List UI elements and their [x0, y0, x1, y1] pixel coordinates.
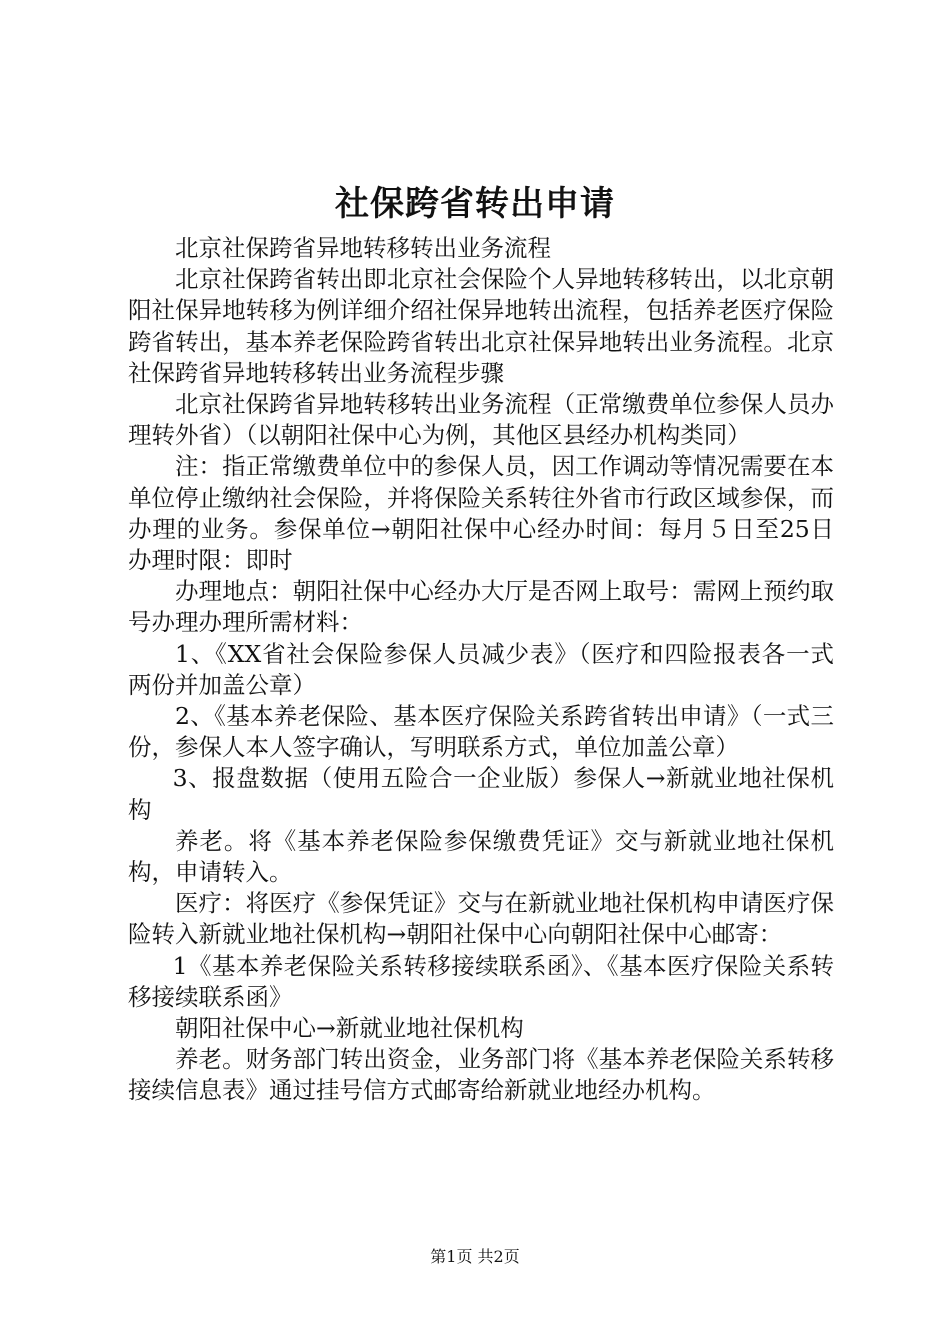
paragraph: 1《基本养老保险关系转移接续联系函》、《基本医疗保险关系转移接续联系函》	[128, 951, 834, 1011]
paragraph: 3、报盘数据（使用五险合一企业版）参保人→新就业地社保机构	[128, 764, 834, 824]
document-body	[128, 233, 834, 1107]
paragraph: 养老。将《基本养老保险参保缴费凭证》交与新就业地社保机构，申请转入。	[128, 826, 834, 887]
page-title: 社保跨省转出申请	[335, 184, 615, 224]
paragraph: 北京社保跨省异地转移转出业务流程	[175, 234, 551, 262]
paragraph: 注：指正常缴费单位中的参保人员，因工作调动等情况需要在本单位停止缴纳社会保险，并将保险关系转往外省市行政区域参保，而办理的业务。参保单位→朝阳社保中心经办时间：每月５日至25日办理时限：即时	[128, 452, 834, 575]
paragraph: 北京社保跨省异地转移转出业务流程（正常缴费单位参保人员办理转外省）（以朝阳社保中心为例，其他区县经办机构类同）	[128, 390, 834, 450]
paragraph: 1、《XX省社会保险参保人员减少表》（医疗和四险报表各一式两份并加盖公章）	[128, 639, 834, 699]
paragraph: 办理地点：朝阳社保中心经办大厅是否网上取号：需网上预约取号办理办理所需材料：	[128, 577, 834, 637]
paragraph: 养老。财务部门转出资金，业务部门将《基本养老保险关系转移接续信息表》通过挂号信方式邮寄给新就业地经办机构。	[128, 1045, 834, 1105]
paragraph: 北京社保跨省转出即北京社会保险个人异地转移转出，以北京朝阳社保异地转移为例详细介绍社保异地转出流程，包括养老医疗保险跨省转出，基本养老保险跨省转出北京社保异地转出业务流程。北京社保跨省异地转移转出业务流程步骤	[128, 265, 834, 387]
paragraph: 医疗：将医疗《参保凭证》交与在新就业地社保机构申请医疗保险转入新就业地社保机构→朝阳社保中心向朝阳社保中心邮寄：	[128, 889, 834, 949]
paragraph: 2、《基本养老保险、基本医疗保险关系跨省转出申请》（一式三份，参保人本人签字确认，写明联系方式，单位加盖公章）	[128, 702, 834, 762]
paragraph: 朝阳社保中心→新就业地社保机构	[175, 1014, 524, 1043]
page-number-footer: 第1页 共2页	[430, 1247, 520, 1266]
